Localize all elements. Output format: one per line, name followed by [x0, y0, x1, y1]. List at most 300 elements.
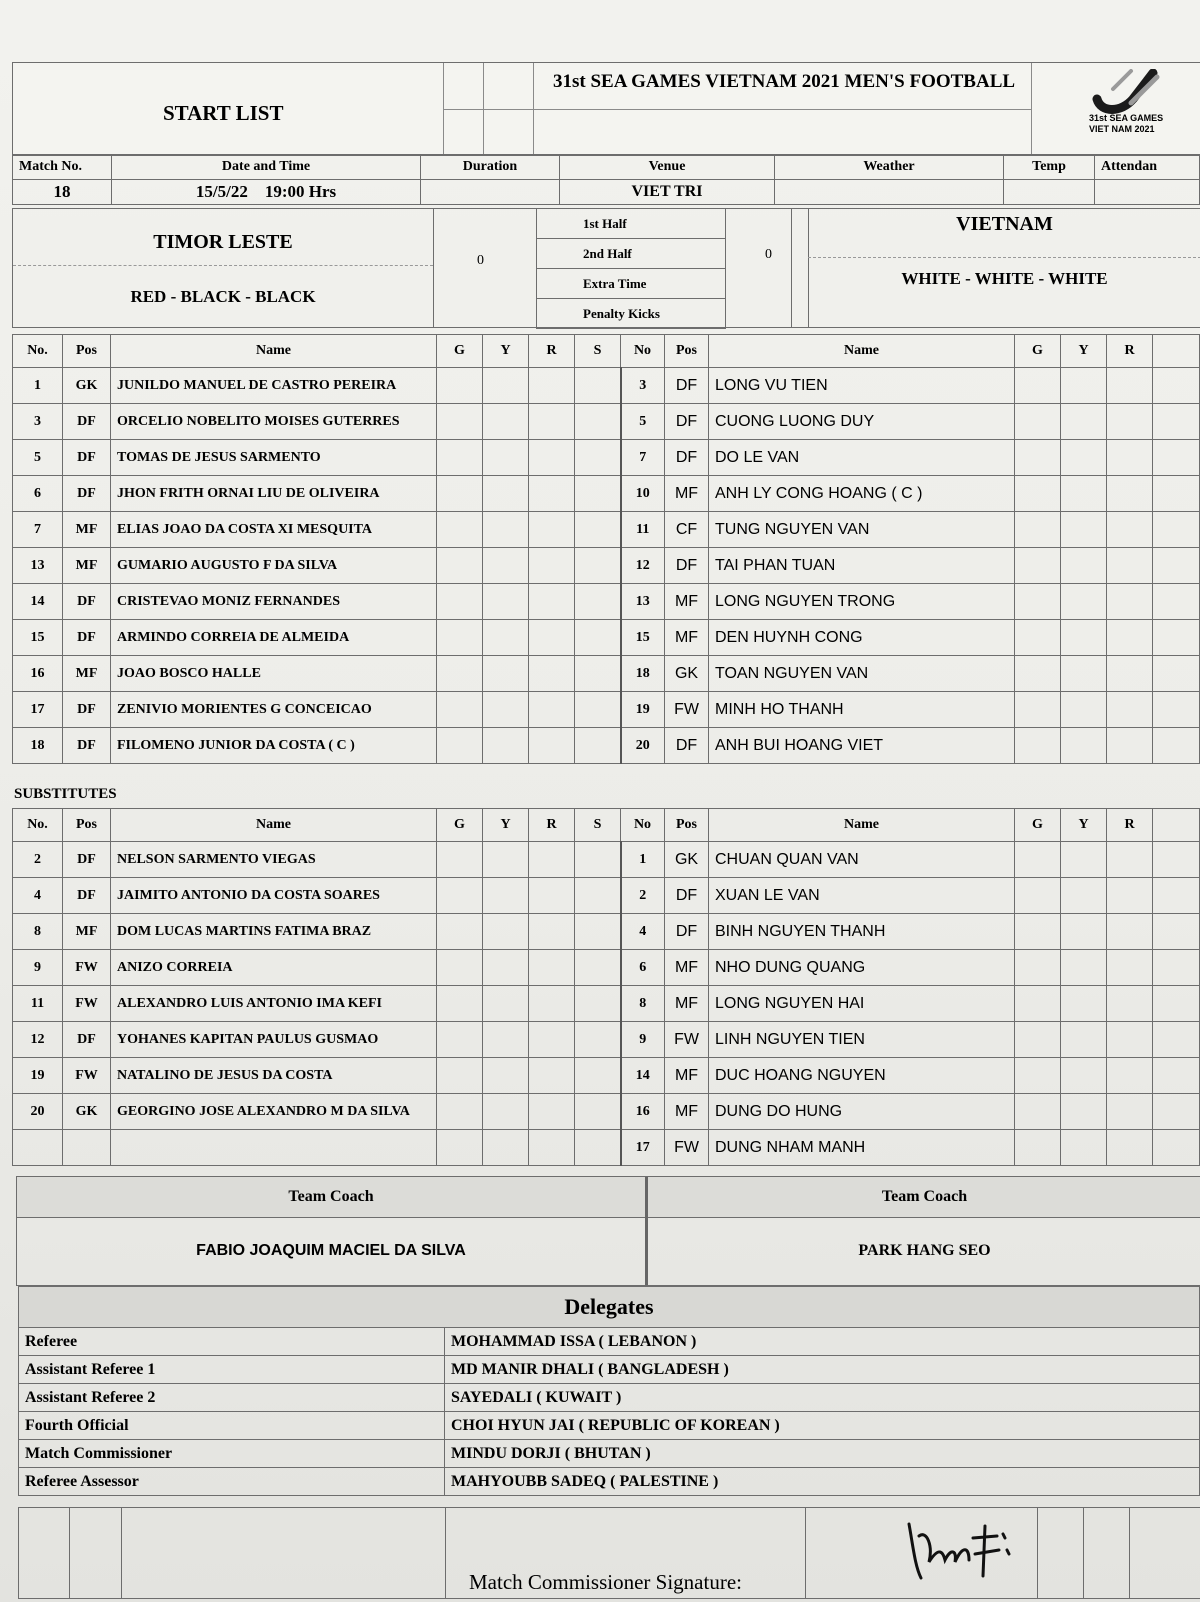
- player-row: [13, 620, 1200, 656]
- home-player-number: 6: [13, 476, 63, 512]
- goals-cell: [1015, 842, 1061, 878]
- home-player-name: CRISTEVAO MONIZ FERNANDES: [111, 584, 437, 620]
- yellow-cell: [483, 1058, 529, 1094]
- delegates-table: [18, 1286, 1200, 1496]
- away-player-number: 19: [621, 692, 665, 728]
- red-cell: [529, 986, 575, 1022]
- delegate-row: [19, 1356, 1200, 1384]
- red-cell: [529, 1130, 575, 1166]
- goals-cell: [1015, 476, 1061, 512]
- red-cell: [529, 950, 575, 986]
- red-cell: [529, 476, 575, 512]
- page-title: START LIST: [163, 101, 284, 125]
- red-cell: [1107, 620, 1153, 656]
- home-player-position: DF: [63, 842, 111, 878]
- away-player-name: DUNG DO HUNG: [709, 1094, 1015, 1130]
- player-row: [13, 1130, 1200, 1166]
- delegate-row: [19, 1440, 1200, 1468]
- sub-cell: [575, 878, 621, 914]
- red-cell: [1107, 440, 1153, 476]
- player-row: [13, 476, 1200, 512]
- yellow-cell: [1061, 950, 1107, 986]
- venue: VIET TRI: [560, 180, 775, 205]
- col-name: Name: [111, 335, 437, 368]
- yellow-cell: [1061, 914, 1107, 950]
- substitutes-table: [12, 808, 1200, 1166]
- away-player-name: DUC HOANG NGUYEN: [709, 1058, 1015, 1094]
- player-row: [13, 584, 1200, 620]
- yellow-cell: [483, 692, 529, 728]
- home-player-name: GEORGINO JOSE ALEXANDRO M DA SILVA: [111, 1094, 437, 1130]
- red-cell: [529, 914, 575, 950]
- delegate-name: MINDU DORJI ( BHUTAN ): [445, 1440, 1200, 1468]
- goals-cell: [437, 512, 483, 548]
- sea-games-logo: [1063, 69, 1183, 149]
- goals-cell: [1015, 986, 1061, 1022]
- home-player-name: JHON FRITH ORNAI LIU DE OLIVEIRA: [111, 476, 437, 512]
- extra-cell: [1153, 620, 1200, 656]
- date-time-label: Date and Time: [112, 155, 421, 180]
- sub-cell: [575, 986, 621, 1022]
- yellow-cell: [483, 512, 529, 548]
- away-player-number: 7: [621, 440, 665, 476]
- home-player-number: 9: [13, 950, 63, 986]
- extra-cell: [1153, 914, 1200, 950]
- red-cell: [1107, 728, 1153, 764]
- away-player-name: DO LE VAN: [709, 440, 1015, 476]
- away-player-number: 2: [621, 878, 665, 914]
- col-no: No: [621, 335, 665, 368]
- red-cell: [529, 548, 575, 584]
- yellow-cell: [1061, 368, 1107, 404]
- red-cell: [529, 368, 575, 404]
- col-r: R: [529, 335, 575, 368]
- extra-cell: [1153, 1130, 1200, 1166]
- away-player-position: DF: [665, 914, 709, 950]
- goals-cell: [437, 878, 483, 914]
- away-player-number: 18: [621, 656, 665, 692]
- delegate-name: CHOI HYUN JAI ( REPUBLIC OF KOREAN ): [445, 1412, 1200, 1440]
- goals-cell: [437, 620, 483, 656]
- away-player-position: DF: [665, 440, 709, 476]
- delegate-row: [19, 1468, 1200, 1496]
- home-player-number: 17: [13, 692, 63, 728]
- home-player-position: DF: [63, 440, 111, 476]
- home-player-position: GK: [63, 368, 111, 404]
- temp-label: Temp: [1004, 155, 1095, 180]
- extra-cell: [1153, 1058, 1200, 1094]
- yellow-cell: [1061, 728, 1107, 764]
- period-labels: [536, 209, 726, 327]
- extra-cell: [1153, 656, 1200, 692]
- delegate-name: MOHAMMAD ISSA ( LEBANON ): [445, 1328, 1200, 1356]
- col-name: Name: [709, 335, 1015, 368]
- goals-cell: [437, 914, 483, 950]
- col-y: Y: [1061, 335, 1107, 368]
- yellow-cell: [483, 950, 529, 986]
- delegate-name: MD MANIR DHALI ( BANGLADESH ): [445, 1356, 1200, 1384]
- home-player-number: 4: [13, 878, 63, 914]
- home-player-position: MF: [63, 548, 111, 584]
- duration-label: Duration: [421, 155, 560, 180]
- goals-cell: [437, 584, 483, 620]
- goals-cell: [1015, 1130, 1061, 1166]
- col-pos: Pos: [665, 335, 709, 368]
- red-cell: [1107, 914, 1153, 950]
- away-player-position: GK: [665, 842, 709, 878]
- home-player-name: JOAO BOSCO HALLE: [111, 656, 437, 692]
- home-score: 0: [477, 253, 484, 268]
- subs-header-row: [13, 809, 1200, 842]
- yellow-cell: [483, 1094, 529, 1130]
- yellow-cell: [1061, 692, 1107, 728]
- away-player-position: FW: [665, 1022, 709, 1058]
- home-player-number: 13: [13, 548, 63, 584]
- col-g: G: [437, 335, 483, 368]
- away-player-name: BINH NGUYEN THANH: [709, 914, 1015, 950]
- sub-cell: [575, 1058, 621, 1094]
- period-1st-half: 1st Half: [536, 209, 726, 239]
- sub-cell: [575, 950, 621, 986]
- home-player-position: MF: [63, 512, 111, 548]
- commissioner-signature-icon: [899, 1516, 1029, 1586]
- home-player-name: GUMARIO AUGUSTO F DA SILVA: [111, 548, 437, 584]
- yellow-cell: [483, 404, 529, 440]
- away-player-number: 3: [621, 368, 665, 404]
- player-row: [13, 842, 1200, 878]
- sub-cell: [575, 842, 621, 878]
- away-team-kit: WHITE - WHITE - WHITE: [901, 269, 1108, 288]
- sub-cell: [575, 1130, 621, 1166]
- period-2nd-half: 2nd Half: [536, 239, 726, 269]
- delegates-title: Delegates: [19, 1287, 1200, 1328]
- away-player-name: ANH BUI HOANG VIET: [709, 728, 1015, 764]
- lineup-header-row: [13, 335, 1200, 368]
- col-y: Y: [483, 335, 529, 368]
- home-player-name: DOM LUCAS MARTINS FATIMA BRAZ: [111, 914, 437, 950]
- col-no: No: [621, 809, 665, 842]
- player-row: [13, 368, 1200, 404]
- away-player-number: 8: [621, 986, 665, 1022]
- col-y: Y: [483, 809, 529, 842]
- red-cell: [1107, 476, 1153, 512]
- red-cell: [529, 512, 575, 548]
- yellow-cell: [483, 620, 529, 656]
- home-player-position: DF: [63, 476, 111, 512]
- home-player-name: ALEXANDRO LUIS ANTONIO IMA KEFI: [111, 986, 437, 1022]
- home-player-number: 5: [13, 440, 63, 476]
- col-no: No.: [13, 809, 63, 842]
- red-cell: [1107, 1022, 1153, 1058]
- goals-cell: [437, 656, 483, 692]
- header: [12, 62, 1200, 156]
- delegate-role: Fourth Official: [19, 1412, 445, 1440]
- col-no: No.: [13, 335, 63, 368]
- red-cell: [529, 1058, 575, 1094]
- yellow-cell: [483, 548, 529, 584]
- extra-cell: [1153, 692, 1200, 728]
- yellow-cell: [1061, 620, 1107, 656]
- home-player-name: FILOMENO JUNIOR DA COSTA ( C ): [111, 728, 437, 764]
- home-player-number: 11: [13, 986, 63, 1022]
- goals-cell: [437, 404, 483, 440]
- red-cell: [529, 1022, 575, 1058]
- col-pos: Pos: [63, 809, 111, 842]
- player-row: [13, 728, 1200, 764]
- col-name: Name: [709, 809, 1015, 842]
- col-name: Name: [111, 809, 437, 842]
- yellow-cell: [1061, 440, 1107, 476]
- goals-cell: [1015, 950, 1061, 986]
- yellow-cell: [1061, 1058, 1107, 1094]
- sub-cell: [575, 548, 621, 584]
- yellow-cell: [483, 1022, 529, 1058]
- away-player-name: LONG VU TIEN: [709, 368, 1015, 404]
- weather-label: Weather: [775, 155, 1004, 180]
- home-player-position: [63, 1130, 111, 1166]
- col-s: S: [575, 809, 621, 842]
- away-player-number: 11: [621, 512, 665, 548]
- away-player-name: DEN HUYNH CONG: [709, 620, 1015, 656]
- red-cell: [1107, 1130, 1153, 1166]
- home-player-position: FW: [63, 950, 111, 986]
- home-player-position: DF: [63, 1022, 111, 1058]
- goals-cell: [1015, 404, 1061, 440]
- away-player-position: DF: [665, 404, 709, 440]
- home-player-number: 8: [13, 914, 63, 950]
- away-player-position: MF: [665, 950, 709, 986]
- away-player-position: FW: [665, 1130, 709, 1166]
- goals-cell: [437, 728, 483, 764]
- col-r: R: [1107, 809, 1153, 842]
- yellow-cell: [1061, 404, 1107, 440]
- extra-cell: [1153, 404, 1200, 440]
- goals-cell: [437, 368, 483, 404]
- goals-cell: [1015, 548, 1061, 584]
- home-player-number: 18: [13, 728, 63, 764]
- red-cell: [529, 878, 575, 914]
- away-player-name: LINH NGUYEN TIEN: [709, 1022, 1015, 1058]
- col-s: S: [575, 335, 621, 368]
- red-cell: [529, 620, 575, 656]
- yellow-cell: [1061, 1022, 1107, 1058]
- delegate-row: [19, 1384, 1200, 1412]
- home-player-position: FW: [63, 1058, 111, 1094]
- col-g: G: [1015, 335, 1061, 368]
- away-player-name: ANH LY CONG HOANG ( C ): [709, 476, 1015, 512]
- player-row: [13, 878, 1200, 914]
- away-player-position: MF: [665, 476, 709, 512]
- delegate-name: SAYEDALI ( KUWAIT ): [445, 1384, 1200, 1412]
- col-y: Y: [1061, 809, 1107, 842]
- away-player-number: 12: [621, 548, 665, 584]
- goals-cell: [1015, 878, 1061, 914]
- away-coach-label: Team Coach: [648, 1177, 1200, 1218]
- away-player-number: 5: [621, 404, 665, 440]
- red-cell: [529, 404, 575, 440]
- away-player-position: CF: [665, 512, 709, 548]
- player-row: [13, 656, 1200, 692]
- away-player-number: 14: [621, 1058, 665, 1094]
- red-cell: [529, 440, 575, 476]
- red-cell: [1107, 656, 1153, 692]
- red-cell: [1107, 950, 1153, 986]
- extra-cell: [1153, 986, 1200, 1022]
- col-r: R: [1107, 335, 1153, 368]
- date-time: 15/5/22 19:00 Hrs: [112, 180, 421, 205]
- goals-cell: [1015, 1058, 1061, 1094]
- sub-cell: [575, 440, 621, 476]
- extra-cell: [1153, 548, 1200, 584]
- goals-cell: [437, 986, 483, 1022]
- home-player-number: 7: [13, 512, 63, 548]
- away-player-position: MF: [665, 1058, 709, 1094]
- yellow-cell: [1061, 656, 1107, 692]
- sub-cell: [575, 368, 621, 404]
- player-row: [13, 1058, 1200, 1094]
- goals-cell: [437, 476, 483, 512]
- away-score: 0: [765, 247, 772, 262]
- away-player-position: DF: [665, 878, 709, 914]
- yellow-cell: [1061, 512, 1107, 548]
- delegate-role: Referee Assessor: [19, 1468, 445, 1496]
- away-player-position: MF: [665, 986, 709, 1022]
- goals-cell: [437, 440, 483, 476]
- away-player-name: TOAN NGUYEN VAN: [709, 656, 1015, 692]
- player-row: [13, 1094, 1200, 1130]
- red-cell: [1107, 842, 1153, 878]
- extra-cell: [1153, 368, 1200, 404]
- red-cell: [1107, 1094, 1153, 1130]
- away-player-name: XUAN LE VAN: [709, 878, 1015, 914]
- away-player-position: MF: [665, 620, 709, 656]
- sub-cell: [575, 656, 621, 692]
- home-player-position: MF: [63, 656, 111, 692]
- home-player-name: JUNILDO MANUEL DE CASTRO PEREIRA: [111, 368, 437, 404]
- away-player-position: DF: [665, 728, 709, 764]
- goals-cell: [437, 1058, 483, 1094]
- red-cell: [529, 692, 575, 728]
- red-cell: [1107, 368, 1153, 404]
- sub-cell: [575, 728, 621, 764]
- red-cell: [1107, 512, 1153, 548]
- delegate-role: Assistant Referee 2: [19, 1384, 445, 1412]
- away-player-number: 17: [621, 1130, 665, 1166]
- home-team-kit: RED - BLACK - BLACK: [130, 287, 316, 306]
- away-player-name: MINH HO THANH: [709, 692, 1015, 728]
- home-player-number: 14: [13, 584, 63, 620]
- home-player-position: DF: [63, 620, 111, 656]
- away-player-number: 9: [621, 1022, 665, 1058]
- red-cell: [1107, 986, 1153, 1022]
- delegate-row: [19, 1412, 1200, 1440]
- home-player-position: DF: [63, 584, 111, 620]
- sub-cell: [575, 692, 621, 728]
- away-player-number: 15: [621, 620, 665, 656]
- goals-cell: [1015, 656, 1061, 692]
- sub-cell: [575, 1022, 621, 1058]
- match-info-table: [12, 154, 1200, 205]
- sub-cell: [575, 404, 621, 440]
- home-player-position: DF: [63, 878, 111, 914]
- extra-cell: [1153, 512, 1200, 548]
- red-cell: [1107, 548, 1153, 584]
- period-extra-time: Extra Time: [536, 269, 726, 299]
- home-player-number: 12: [13, 1022, 63, 1058]
- goals-cell: [437, 1094, 483, 1130]
- away-player-name: NHO DUNG QUANG: [709, 950, 1015, 986]
- extra-cell: [1153, 728, 1200, 764]
- sub-cell: [575, 620, 621, 656]
- yellow-cell: [1061, 986, 1107, 1022]
- yellow-cell: [1061, 842, 1107, 878]
- yellow-cell: [483, 878, 529, 914]
- player-row: [13, 914, 1200, 950]
- yellow-cell: [1061, 584, 1107, 620]
- yellow-cell: [1061, 1130, 1107, 1166]
- home-player-position: DF: [63, 692, 111, 728]
- away-player-position: GK: [665, 656, 709, 692]
- away-player-position: DF: [665, 548, 709, 584]
- starting-lineup-table: [12, 334, 1200, 764]
- home-player-name: JAIMITO ANTONIO DA COSTA SOARES: [111, 878, 437, 914]
- red-cell: [1107, 692, 1153, 728]
- yellow-cell: [483, 1130, 529, 1166]
- signature-label: Match Commissioner Signature:: [469, 1570, 742, 1594]
- extra-cell: [1153, 950, 1200, 986]
- goals-cell: [437, 950, 483, 986]
- player-row: [13, 440, 1200, 476]
- away-player-name: CHUAN QUAN VAN: [709, 842, 1015, 878]
- home-player-number: 20: [13, 1094, 63, 1130]
- home-player-number: 15: [13, 620, 63, 656]
- delegate-row: [19, 1328, 1200, 1356]
- period-penalty-kicks: Penalty Kicks: [536, 299, 726, 329]
- yellow-cell: [483, 440, 529, 476]
- goals-cell: [1015, 440, 1061, 476]
- goals-cell: [437, 548, 483, 584]
- team-coach-block: [16, 1176, 1200, 1286]
- goals-cell: [1015, 368, 1061, 404]
- away-player-position: DF: [665, 368, 709, 404]
- goals-cell: [1015, 584, 1061, 620]
- yellow-cell: [483, 728, 529, 764]
- home-player-name: YOHANES KAPITAN PAULUS GUSMAO: [111, 1022, 437, 1058]
- goals-cell: [1015, 692, 1061, 728]
- red-cell: [529, 728, 575, 764]
- yellow-cell: [483, 368, 529, 404]
- extra-cell: [1153, 1094, 1200, 1130]
- red-cell: [529, 1094, 575, 1130]
- red-cell: [529, 656, 575, 692]
- home-player-name: TOMAS DE JESUS SARMENTO: [111, 440, 437, 476]
- red-cell: [1107, 404, 1153, 440]
- venue-label: Venue: [560, 155, 775, 180]
- away-player-name: CUONG LUONG DUY: [709, 404, 1015, 440]
- home-player-position: DF: [63, 728, 111, 764]
- goals-cell: [1015, 728, 1061, 764]
- yellow-cell: [483, 986, 529, 1022]
- col-pos: Pos: [665, 809, 709, 842]
- red-cell: [529, 842, 575, 878]
- yellow-cell: [1061, 878, 1107, 914]
- home-coach-label: Team Coach: [17, 1177, 645, 1218]
- away-player-name: LONG NGUYEN HAI: [709, 986, 1015, 1022]
- home-player-name: [111, 1130, 437, 1166]
- red-cell: [1107, 584, 1153, 620]
- goals-cell: [437, 1130, 483, 1166]
- home-player-name: ANIZO CORREIA: [111, 950, 437, 986]
